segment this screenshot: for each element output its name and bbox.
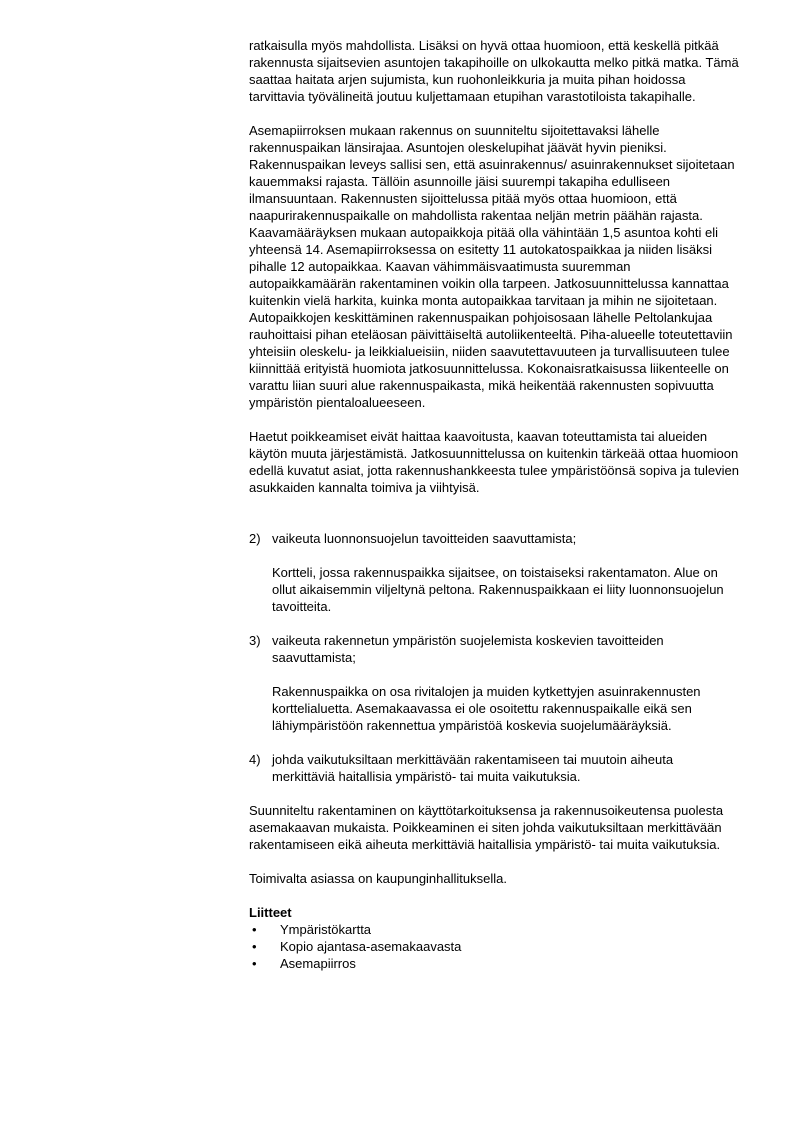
list-number: 4) — [249, 752, 261, 767]
bullet-icon: • — [252, 956, 257, 971]
attachment-item — [249, 921, 739, 938]
attachment-label: Kopio ajantasa-asemakaavasta — [280, 939, 462, 954]
attachments-list — [249, 921, 739, 972]
paragraph-layout-continuation: ratkaisulla myös mahdollista. Lisäksi on hyvä ottaa huomioon, että keskellä pitkää rakennusta sijaitsevien asuntojen takapihoille on ulkokautta melko pitkä matka. Tämä saattaa haitata arjen sujumista, kun ruohonleikkuria ja muita pihan hoidossa tarvittavia työvälineitä joutuu kuljettamaan etupihan varastotiloista takapihalle. — [249, 38, 739, 104]
list-item — [249, 632, 739, 734]
attachment-item — [249, 955, 739, 972]
list-item-title: vaikeuta luonnonsuojelun tavoitteiden saavuttamista; — [272, 531, 577, 546]
bullet-icon: • — [252, 939, 257, 954]
paragraph-authority: Toimivalta asiassa on kaupunginhallituksella. — [249, 871, 507, 886]
list-number: 3) — [249, 633, 261, 648]
bullet-icon: • — [252, 922, 257, 937]
list-number: 2) — [249, 531, 261, 546]
attachment-label: Ympäristökartta — [280, 922, 372, 937]
paragraph-conclusion: Suunniteltu rakentaminen on käyttötarkoituksensa ja rakennusoikeutensa puolesta asemakaavan mukaista. Poikkeaminen ei siten johda vaikutuksiltaan merkittävään rakentamiseen eikä aiheuta merkittäviä haitallisia ympäristö- tai muita vaikutuksia. — [249, 803, 724, 852]
list-item — [249, 530, 739, 615]
paragraph-site-plan: Asemapiirroksen mukaan rakennus on suunniteltu sijoitettavaksi lähelle rakennuspaikan länsirajaa. Asuntojen oleskelupihat jäävät hyvin pieniksi. Rakennuspaikan leveys sallisi sen, että asuinrakennus/ asuinrakennukset sijoitetaan kauemmaksi rajasta. Tällöin asunnoille jäisi suurempi takapiha edulliseen ilmansuuntaan. Rakennusten sijoittelussa pitää myös ottaa huomioon, että naapurirakennuspaikalle on mahdollista rakentaa neljän metrin päähän rajasta. Kaavamääräyksen mukaan autopaikkoja pitää olla vähintään 1,5 asuntoa kohti eli yhteensä 14. Asemapiirroksessa on esitetty 11 autokatospaikkaa ja niiden lisäksi pihalle 12 autopaikkaa. Kaavan vähimmäisvaatimusta suuremman autopaikkamäärän rakentaminen voikin olla tarpeen. Jatkosuunnittelussa kannattaa kuitenkin vielä harkita, kuinka monta autopaikkaa tarvitaan ja mihin ne sijoitetaan. Autopaikkojen keskittäminen rakennuspaikan pohjoisosaan lähelle Peltolankujaa rauhoittaisi pihan eteläosan päivittäiseltä autoliikenteeltä. Piha-alueelle toteutettaviin yhteisiin oleskelu- ja leikkialueisiin, niiden saavutettavuuteen ja turvallisuuteen tulee kiinnittää erityistä huomiota jatkosuunnittelussa. Kokonaisratkaisussa liikenteelle on varattu liian suuri alue rakennuspaikasta, mikä heikentää rakennusten sopivuutta ympäristön pientaloalueeseen. — [249, 123, 735, 410]
list-item-title: johda vaikutuksiltaan merkittävään rakentamiseen tai muutoin aiheuta merkittäviä haitallisia ympäristö- tai muita vaikutuksia. — [272, 752, 674, 784]
numbered-list — [249, 530, 739, 785]
list-item-body: Kortteli, jossa rakennuspaikka sijaitsee, on toistaiseksi rakentamaton. Alue on ollut aikaisemmin viljeltynä peltona. Rakennuspaikkaan ei liity luonnonsuojelun tavoitteita. — [272, 565, 724, 614]
attachments-heading: Liitteet — [249, 905, 292, 920]
paragraph-deviations: Haetut poikkeamiset eivät haittaa kaavoitusta, kaavan toteuttamista tai alueiden käytön muuta järjestämistä. Jatkosuunnittelussa on kuitenkin tärkeää ottaa huomioon edellä kuvatut asiat, jotta rakennushankkeesta tulee ympäristöönsä sopiva ja tulevien asukkaiden kannalta toimiva ja viihtyisä. — [249, 429, 739, 495]
attachment-label: Asemapiirros — [280, 956, 356, 971]
attachment-item — [249, 938, 739, 955]
list-item-title: vaikeuta rakennetun ympäristön suojelemista koskevien tavoitteiden saavuttamista; — [272, 633, 664, 665]
list-item — [249, 751, 739, 785]
spacer — [249, 513, 739, 530]
document-page — [249, 37, 739, 972]
list-item-body: Rakennuspaikka on osa rivitalojen ja muiden kytkettyjen asuinrakennusten korttelialuetta. Asemakaavassa ei ole osoitettu rakennuspaikalle eikä sen lähiympäristöön rakennettua ympäristöä koskevia suojelumääräyksiä. — [272, 684, 701, 733]
